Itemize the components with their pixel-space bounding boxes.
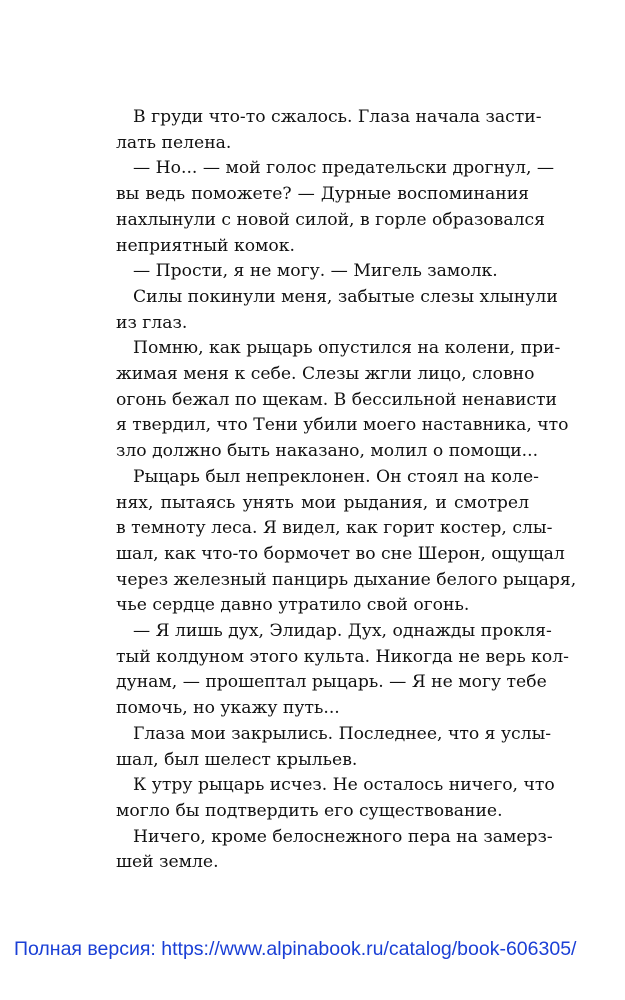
text-line: дунам, — прошептал рыцарь. — Я не могу тебе [116,672,547,693]
paragraph [116,259,529,285]
text-line: из глаз. [116,312,188,333]
text-line: вы ведь поможете? — Дурные воспоминания [116,184,529,205]
text-line: могло бы подтвердить его существование. [116,800,503,821]
text-line: нях, пытаясь унять мои рыдания, и смотрел [116,492,529,513]
text-line: К утру рыцарь исчез. Не осталось ничего, что [133,775,555,796]
text-line: нахлынули с новой силой, в горле образовался [116,209,545,230]
text-line: жимая меня к себе. Слезы жгли лицо, словно [116,364,535,385]
text-line: в темноту леса. Я видел, как горит костер, слы- [116,518,553,539]
text-line: шал, как что-то бормочет во сне Шерон, ощущал [116,543,565,564]
text-line: шал, был шелест крыльев. [116,749,358,770]
paragraph [116,105,542,156]
text-line: В груди что-то сжалось. Глаза начала засти- [133,107,542,127]
paragraph [116,825,553,876]
book-page-text [116,105,577,876]
text-line: шей земле. [116,852,219,873]
text-line: тый колдуном этого культа. Никогда не верь кол- [116,646,569,667]
text-line: огонь бежал по щекам. В бессильной ненависти [116,389,558,410]
text-line: — Прости, я не могу. — Мигель замолк. [133,261,498,282]
paragraph [116,156,555,259]
text-line: Силы покинули меня, забытые слезы хлынули [133,286,558,307]
text-line: Помню, как рыцарь опустился на колени, при- [133,338,561,359]
full-version-link[interactable]: Полная версия: https://www.alpinabook.ru/catalog/book-606305/ [14,938,577,960]
text-line: неприятный комок. [116,235,295,256]
text-line: — Я лишь дух, Элидар. Дух, однажды прокля- [133,621,552,642]
text-line: — Но... — мой голос предательски дрогнул, — [133,158,555,179]
text-line: Рыцарь был непреклонен. Он стоял на коле- [133,466,539,487]
text-line: лать пелена. [116,132,232,153]
paragraph [116,722,552,773]
paragraph [116,619,569,722]
text-line: через железный панцирь дыхание белого рыцаря, [116,569,577,590]
paragraph [116,336,569,465]
text-line: Ничего, кроме белоснежного пера на замерз- [133,826,553,847]
paragraph [116,285,558,336]
paragraph [116,465,577,619]
text-line: помочь, но укажу путь... [116,698,340,719]
text-line: Глаза мои закрылись. Последнее, что я услы- [133,723,552,744]
paragraph [116,773,555,824]
text-line: чье сердце давно утратило свой огонь. [116,595,470,616]
text-line: зло должно быть наказано, молил о помощи... [116,441,539,462]
text-line: я твердил, что Тени убили моего наставника, что [116,415,569,436]
